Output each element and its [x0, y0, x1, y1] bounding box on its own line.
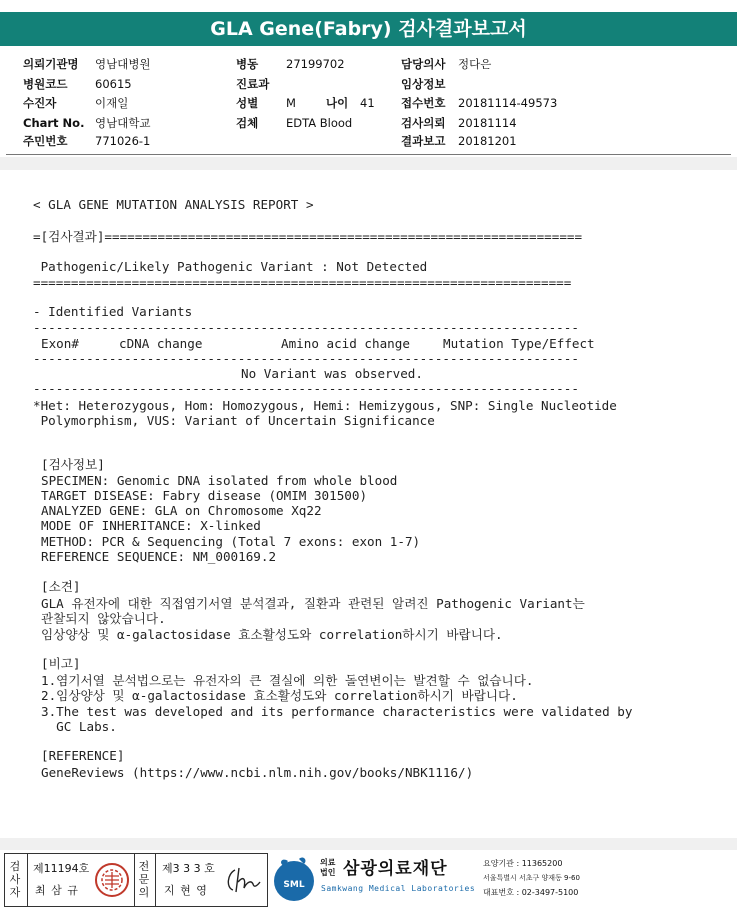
- col-header-exon: Exon#: [41, 336, 79, 351]
- opinion-heading: [소견]: [41, 579, 81, 594]
- header-label: Chart No.: [23, 116, 85, 130]
- opinion-line: 관찰되지 않았습니다.: [41, 611, 166, 626]
- org-address: 서울특별시 서초구 양재동 9-60: [483, 874, 580, 882]
- dash-rule: ------------------------------------------------------------------------: [33, 320, 579, 335]
- org-prefix: 의료법인: [320, 858, 336, 877]
- double-rule: =======================================================================: [33, 275, 572, 290]
- col-header-mutation-type: Mutation Type/Effect: [443, 336, 595, 351]
- examiner-label: 검사자: [9, 860, 21, 899]
- header-label: 검체: [236, 116, 259, 130]
- remarks-heading: [비고]: [41, 656, 81, 671]
- logo-badge-text: SML: [283, 880, 305, 890]
- no-variant-text: No Variant was observed.: [241, 366, 423, 381]
- header-shade-band: [0, 157, 737, 170]
- report-heading: < GLA GENE MUTATION ANALYSIS REPORT >: [33, 197, 314, 212]
- info-line: ANALYZED GENE: GLA on Chromosome Xq22: [41, 503, 322, 518]
- header-value: EDTA Blood: [286, 116, 353, 130]
- header-row-chart-no: [23, 116, 151, 130]
- header-value: 정다은: [458, 57, 492, 71]
- header-label: 담당의사: [401, 57, 446, 71]
- footnote: Polymorphism, VUS: Variant of Uncertain Significance: [33, 413, 435, 428]
- header-value: 771026-1: [95, 134, 151, 148]
- header-label: 임상정보: [401, 77, 446, 91]
- remarks-line: 2.임상양상 및 α-galactosidase 효소활성도와 correlation하시기 바랍니다.: [41, 688, 518, 703]
- header-row-specimen: [236, 116, 352, 130]
- header-label: 병원코드: [23, 77, 68, 91]
- signature-box: [4, 853, 268, 907]
- age-value: 41: [360, 96, 375, 110]
- specialist-label: 전문의: [138, 860, 150, 899]
- header-row-hospital: [23, 57, 151, 71]
- examiner-license-no: 제11194호: [33, 862, 90, 875]
- reference-line: GeneReviews (https://www.ncbi.nlm.nih.gov/books/NBK1116/): [41, 765, 474, 780]
- header-divider: [6, 154, 731, 155]
- header-row-request-date: [401, 116, 517, 130]
- opinion-line: 임상양상 및 α-galactosidase 효소활성도와 correlation하시기 바랍니다.: [41, 627, 503, 642]
- result-summary: Pathogenic/Likely Pathogenic Variant : Not Detected: [33, 259, 428, 274]
- header-value: M: [286, 96, 296, 110]
- examiner-seal-icon: [93, 861, 131, 899]
- header-row-receipt-no: [401, 96, 557, 110]
- header-label: 수진자: [23, 96, 57, 110]
- header-value: 이재일: [95, 96, 129, 110]
- header-label: 검사의뢰: [401, 116, 446, 130]
- report-title: GLA Gene(Fabry) 검사결과보고서: [0, 12, 737, 46]
- header-value: 27199702: [286, 57, 345, 71]
- dash-rule: ------------------------------------------------------------------------: [33, 381, 579, 396]
- org-name: 삼광의료재단: [343, 859, 448, 879]
- specialist-signature-icon: [223, 862, 263, 898]
- remarks-line: 1.염기서열 분석법으로는 유전자의 큰 결실에 의한 돌연변이는 발견할 수 없습니다.: [41, 673, 534, 688]
- info-line: TARGET DISEASE: Fabry disease (OMIM 301500): [41, 488, 368, 503]
- age-label: 나이: [326, 96, 349, 110]
- cell-divider: [134, 854, 135, 906]
- header-row-doctor: [401, 57, 491, 71]
- footer-shade-band: [0, 838, 737, 850]
- remarks-line: 3.The test was developed and its performance characteristics were validated by: [41, 704, 633, 719]
- specialist-license-no: 제3 3 3 호: [162, 862, 215, 875]
- info-line: MODE OF INHERITANCE: X-linked: [41, 518, 261, 533]
- examiner-name: 최 삼 규: [35, 884, 79, 897]
- header-label: 성별: [236, 96, 259, 110]
- info-line: METHOD: PCR & Sequencing (Total 7 exons: exon 1-7): [41, 534, 421, 549]
- info-heading: [검사정보]: [41, 457, 105, 472]
- specialist-name: 지 현 영: [164, 884, 208, 897]
- col-header-amino-acid: Amino acid change: [281, 336, 410, 351]
- opinion-line: GLA 유전자에 대한 직접염기서열 분석결과, 질환과 관련된 알려진 Pathogenic Variant는: [41, 596, 585, 611]
- header-row-clinical-info: [401, 77, 458, 91]
- info-line: SPECIMEN: Genomic DNA isolated from whole blood: [41, 473, 398, 488]
- col-header-cdna: cDNA change: [119, 336, 203, 351]
- header-row-report-date: [401, 134, 517, 148]
- header-row-department: [236, 77, 286, 91]
- reference-heading: [REFERENCE]: [41, 748, 125, 763]
- header-row-hospital-code: [23, 77, 132, 91]
- header-value: 영남대학교: [95, 116, 151, 130]
- header-value: 영남대병원: [95, 57, 151, 71]
- header-label: 병동: [236, 57, 259, 71]
- header-label: 결과보고: [401, 134, 446, 148]
- header-value: 60615: [95, 77, 132, 91]
- license-number: 요양기관 : 11365200: [483, 859, 563, 868]
- header-row-patient: [23, 96, 128, 110]
- footnote: *Het: Heterozygous, Hom: Homozygous, Hemi: Hemizygous, SNP: Single Nucleotide: [33, 398, 617, 413]
- header-row-ward: [236, 57, 345, 71]
- cell-divider: [27, 854, 28, 906]
- remarks-line: GC Labs.: [41, 719, 117, 734]
- header-label: 주민번호: [23, 134, 68, 148]
- header-row-resident-no: [23, 134, 150, 148]
- header-row-sex-age: [236, 96, 375, 110]
- variants-heading: - Identified Variants: [33, 304, 193, 319]
- org-phone: 대표번호 : 02-3497-5100: [483, 888, 579, 897]
- header-label: 의뢰기관명: [23, 57, 79, 71]
- header-label: 진료과: [236, 77, 270, 91]
- cell-divider: [155, 854, 156, 906]
- header-value: 20181114: [458, 116, 517, 130]
- header-label: 접수번호: [401, 96, 446, 110]
- org-english-name: Samkwang Medical Laboratories: [321, 884, 476, 893]
- header-value: 20181114-49573: [458, 96, 558, 110]
- header-value: 20181201: [458, 134, 517, 148]
- info-line: REFERENCE SEQUENCE: NM_000169.2: [41, 549, 277, 564]
- dash-rule: ------------------------------------------------------------------------: [33, 351, 579, 366]
- result-header: =[검사결과]===============================================================: [33, 229, 583, 244]
